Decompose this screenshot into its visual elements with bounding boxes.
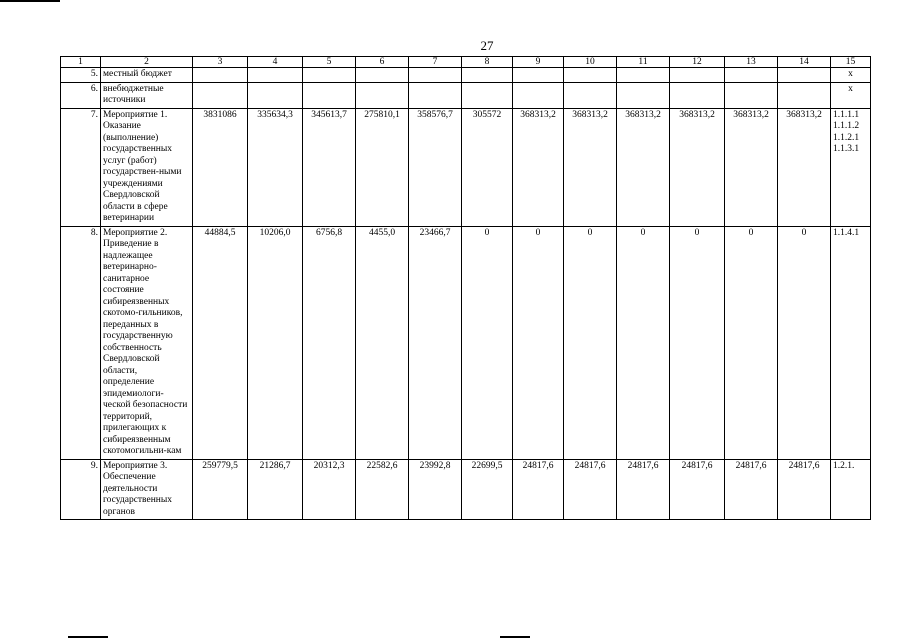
- value-cell: [303, 68, 356, 83]
- header-cell: 5: [303, 57, 356, 68]
- header-cell: 11: [617, 57, 670, 68]
- header-cell: 10: [564, 57, 617, 68]
- scan-edge-mark: [0, 0, 60, 2]
- value-cell: 305572: [462, 108, 513, 226]
- value-cell: 0: [725, 226, 778, 459]
- table-row: [61, 82, 871, 108]
- value-cell: [193, 68, 248, 83]
- value-cell: [513, 82, 564, 108]
- value-cell: 368313,2: [725, 108, 778, 226]
- row-number: 8.: [61, 226, 101, 459]
- value-cell: 44884,5: [193, 226, 248, 459]
- target-code: 1.1.2.1: [833, 132, 860, 143]
- value-cell: 358576,7: [409, 108, 462, 226]
- target-code: х: [848, 83, 853, 94]
- value-cell: [725, 68, 778, 83]
- value-cell: 3831086: [193, 108, 248, 226]
- value-cell: [564, 68, 617, 83]
- header-cell: 8: [462, 57, 513, 68]
- header-cell: 1: [61, 57, 101, 68]
- header-cell: 12: [670, 57, 725, 68]
- target-code-cell: [831, 68, 871, 83]
- header-cell: 2: [101, 57, 193, 68]
- value-cell: 24817,6: [564, 459, 617, 520]
- value-cell: [409, 68, 462, 83]
- header-row: [61, 57, 871, 68]
- value-cell: 368313,2: [670, 108, 725, 226]
- value-cell: [248, 68, 303, 83]
- value-cell: 21286,7: [248, 459, 303, 520]
- value-cell: 368313,2: [513, 108, 564, 226]
- target-code: х: [848, 69, 853, 79]
- value-cell: 335634,3: [248, 108, 303, 226]
- value-cell: [617, 68, 670, 83]
- row-name: Мероприятие 1. Оказание (выполнение) государственных услуг (работ) государствен-ными учреждениями Свердловской области в сфере ветеринарии: [101, 108, 193, 226]
- value-cell: [248, 82, 303, 108]
- page-number: 27: [480, 38, 494, 53]
- value-cell: 259779,5: [193, 459, 248, 520]
- value-cell: [778, 68, 831, 83]
- value-cell: 368313,2: [564, 108, 617, 226]
- header-cell: 9: [513, 57, 564, 68]
- target-code: 1.2.1.: [833, 460, 855, 471]
- value-cell: [462, 82, 513, 108]
- row-name: Мероприятие 3. Обеспечение деятельности государственных органов: [101, 459, 193, 520]
- value-cell: 0: [513, 226, 564, 459]
- value-cell: [356, 82, 409, 108]
- budget-table: [60, 56, 871, 520]
- target-code-cell: [831, 82, 871, 108]
- table-row: [61, 108, 871, 226]
- target-code-cell: [831, 459, 871, 520]
- value-cell: 0: [778, 226, 831, 459]
- target-code: 1.1.1.1: [833, 109, 860, 120]
- scan-edge-mark: [68, 636, 108, 638]
- row-number: 7.: [61, 108, 101, 226]
- header-cell: 14: [778, 57, 831, 68]
- value-cell: 0: [617, 226, 670, 459]
- value-cell: [778, 82, 831, 108]
- value-cell: 10206,0: [248, 226, 303, 459]
- value-cell: [725, 82, 778, 108]
- row-number: 9.: [61, 459, 101, 520]
- value-cell: [409, 82, 462, 108]
- value-cell: 23466,7: [409, 226, 462, 459]
- target-code: 1.1.3.1: [833, 144, 860, 154]
- row-name: Мероприятие 2. Приведение в надлежащее ветеринарно-санитарное состояние сибиреязвенных скотомо-гильников, переданных в государственную собственность Свердловской области, определение эпидемиологи-ческой безопасности территорий, прилегающих к сибиреязвенным скотомогильни-кам: [101, 226, 193, 459]
- target-code-cell: [831, 108, 871, 226]
- value-cell: [513, 68, 564, 83]
- table-row: [61, 226, 871, 459]
- header-cell: 4: [248, 57, 303, 68]
- value-cell: 24817,6: [725, 459, 778, 520]
- header-cell: 15: [831, 57, 871, 68]
- value-cell: 6756,8: [303, 226, 356, 459]
- header-cell: 13: [725, 57, 778, 68]
- target-code-cell: [831, 226, 871, 459]
- value-cell: 275810,1: [356, 108, 409, 226]
- value-cell: [356, 68, 409, 83]
- value-cell: 24817,6: [670, 459, 725, 520]
- value-cell: 22582,6: [356, 459, 409, 520]
- value-cell: [670, 82, 725, 108]
- table-row: [61, 68, 871, 83]
- value-cell: 368313,2: [617, 108, 670, 226]
- value-cell: 20312,3: [303, 459, 356, 520]
- value-cell: 4455,0: [356, 226, 409, 459]
- row-number: 5.: [61, 68, 101, 83]
- value-cell: 0: [564, 226, 617, 459]
- value-cell: [617, 82, 670, 108]
- row-name: внебюджетные источники: [101, 82, 193, 108]
- row-number: 6.: [61, 82, 101, 108]
- value-cell: 24817,6: [513, 459, 564, 520]
- value-cell: [193, 82, 248, 108]
- value-cell: 345613,7: [303, 108, 356, 226]
- header-cell: 7: [409, 57, 462, 68]
- target-code: 1.1.1.2: [833, 121, 860, 131]
- header-cell: 3: [193, 57, 248, 68]
- value-cell: [670, 68, 725, 83]
- header-cell: 6: [356, 57, 409, 68]
- table-row: [61, 459, 871, 520]
- value-cell: 24817,6: [778, 459, 831, 520]
- target-code: 1.1.4.1: [833, 227, 860, 238]
- value-cell: 23992,8: [409, 459, 462, 520]
- value-cell: 24817,6: [617, 459, 670, 520]
- row-name: местный бюджет: [101, 68, 193, 83]
- value-cell: [564, 82, 617, 108]
- value-cell: 0: [462, 226, 513, 459]
- value-cell: 22699,5: [462, 459, 513, 520]
- value-cell: 368313,2: [778, 108, 831, 226]
- scan-edge-mark: [500, 636, 530, 638]
- value-cell: [462, 68, 513, 83]
- value-cell: 0: [670, 226, 725, 459]
- value-cell: [303, 82, 356, 108]
